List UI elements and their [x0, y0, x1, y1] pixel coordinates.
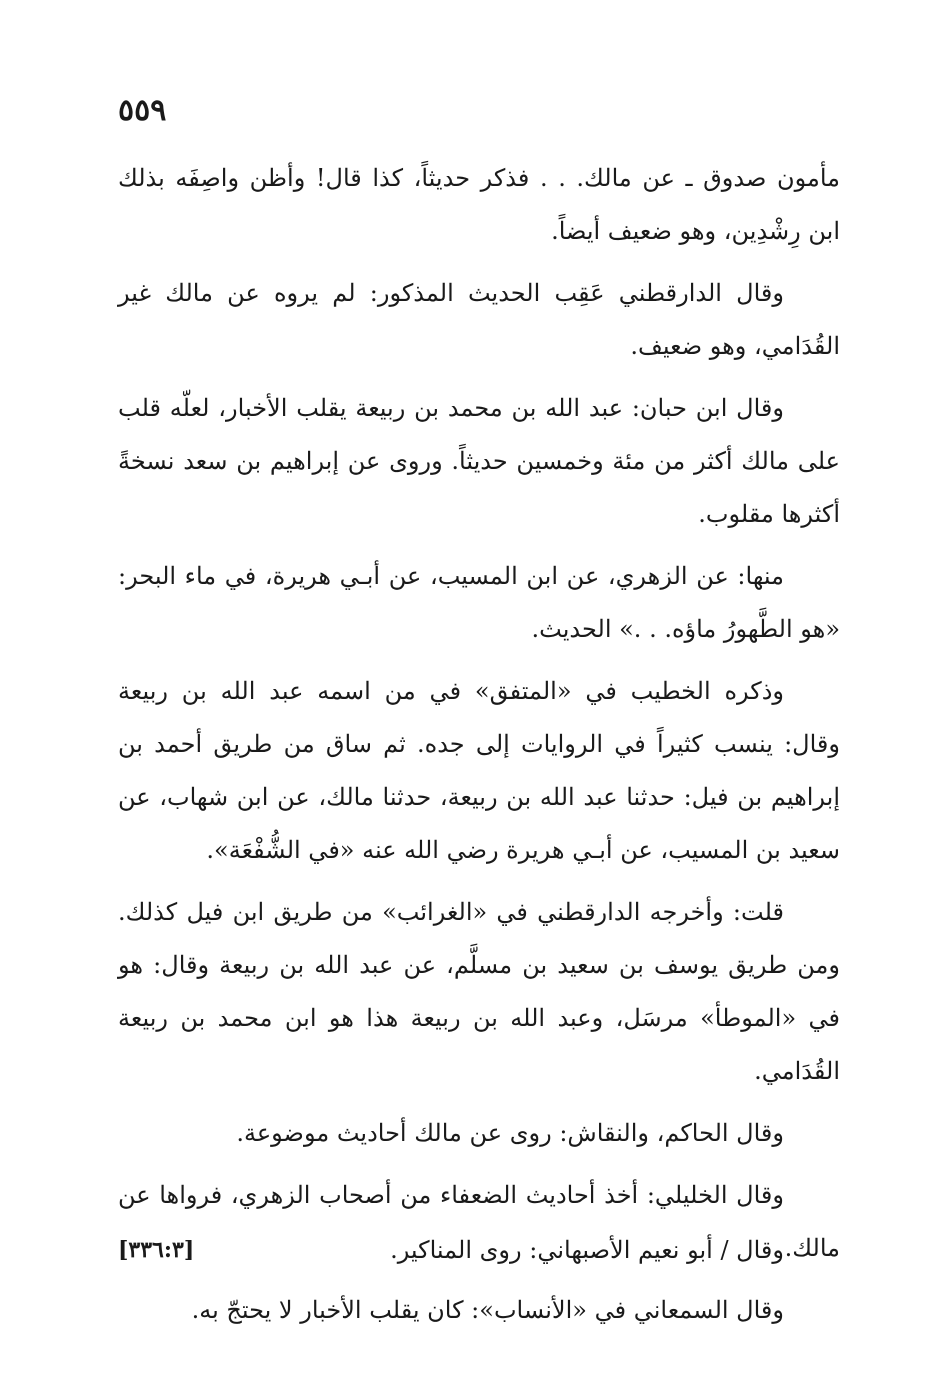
paragraph-8: وقال الخليلي: أخذ أحاديث الضعفاء من أصحاب الزهري، فرواها عن مالك. — [118, 1181, 840, 1262]
page-number: ٥٥٩ — [118, 93, 167, 128]
paragraph-1: مأمون صدوق ـ عن مالك. . . فذكر حديثاً، كذا قال! وأظن واصِفَه بذلك ابن رِشْدِين، وهو ضعيف أيضاً. — [118, 164, 840, 245]
paragraph-2: وقال الدارقطني عَقِب الحديث المذكور: لم يروه عن مالك غير القُدَامي، وهو ضعيف. — [118, 279, 840, 360]
paragraph-5: وذكره الخطيب في «المتفق» في من اسمه عبد الله بن ربيعة وقال: ينسب كثيراً في الروايات إلى جده. ثم ساق من طريق أحمد بن إبراهيم بن فيل: حدثنا عبد الله بن ربيعة، حدثنا مالك، عن ابن شهاب، عن سعيد بن المسيب، عن أبـي هريرة رضي الله عنه «في الشُّفْعَة». — [118, 677, 840, 864]
paragraph-6: قلت: وأخرجه الدارقطني في «الغرائب» من طريق ابن فيل كذلك. ومن طريق يوسف بن سعيد بن مسلَّم، عن عبد الله بن ربيعة وقال: هو في «الموطأ» مرسَل، وعبد الله بن ربيعة هذا هو ابن محمد بن ربيعة القُدَامي. — [118, 898, 840, 1085]
paragraph-9: وقال السمعاني في «الأنساب»: كان يقلب الأخبار لا يحتجّ به. — [191, 1296, 784, 1324]
page-body — [118, 152, 840, 1346]
paragraph-10: وقال / أبو نعيم الأصبهاني: روى المناكير. — [390, 1236, 784, 1264]
paragraph-7: وقال الحاكم، والنقاش: روى عن مالك أحاديث موضوعة. — [236, 1119, 784, 1147]
last-line-row — [118, 1224, 840, 1277]
paragraph-3: وقال ابن حبان: عبد الله بن محمد بن ربيعة يقلب الأخبار، لعلّه قلب على مالك أكثر من مئة وخمسين حديثاً. وروى عن إبراهيم بن سعد نسخةً أكثرها مقلوب. — [118, 394, 840, 528]
page-reference: [٣٣٦:٣] — [118, 1237, 195, 1263]
paragraph-4: منها: عن الزهري، عن ابن المسيب، عن أبـي هريرة، في ماء البحر: «هو الطَّهورُ ماؤه. . .» الحديث. — [118, 562, 840, 643]
